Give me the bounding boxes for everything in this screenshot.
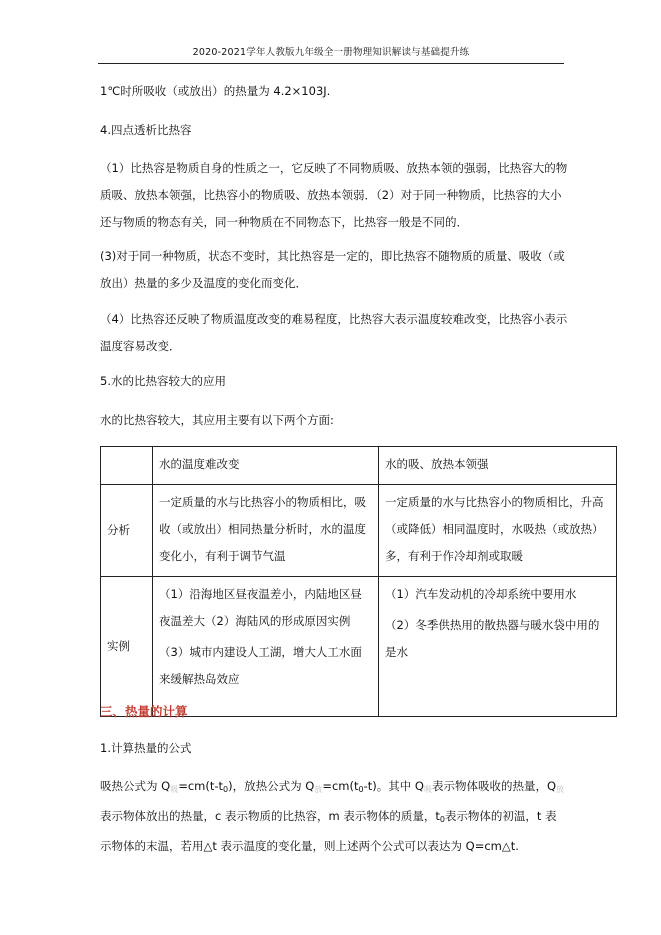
formula-text: 表示物体的初温，t 表示物体的末温，若用△t 表示温度的变化量，则上述两个公式可以表达为 Q=cm△t. (100, 809, 557, 853)
table-cell (153, 577, 379, 717)
table-header-cell: 水的温度难改变 (153, 447, 379, 485)
formula-subscript: 0 (223, 785, 229, 794)
formula-text: 吸热公式为 Q (100, 779, 171, 793)
table-cell (379, 577, 617, 717)
section-4-title: 4.四点透析比热容 (100, 123, 192, 137)
cell-text: （1）沿海地区昼夜温差小，内陆地区昼夜温差大（2）海陆风的形成原因实例 (159, 587, 362, 628)
table-row (101, 485, 617, 577)
section-5-title: 5.水的比热容较大的应用 (100, 374, 226, 388)
formula-text: =cm(t-t (178, 779, 224, 793)
row-label-analysis: 分析 (101, 485, 153, 577)
formula-text: )，放热公式为 Q (228, 779, 315, 793)
formula-subscript: 0 (439, 815, 445, 824)
formula-subscript: 放 (314, 785, 323, 794)
table-row (101, 577, 617, 717)
section-4-paragraph-2: (3)对于同一种物质，状态不变时，其比热容是一定的，即比热容不随物质的质量、吸收（或放出）热量的多少及温度的变化而变化． (100, 249, 565, 290)
page-header: 2020-2021学年人教版九年级全一册物理知识解读与基础提升练 (192, 47, 470, 58)
cell-text: （3）城市内建设人工湖，增大人工水面来缓解热岛效应 (159, 645, 362, 686)
table-header-cell (101, 447, 153, 485)
formula-subscript: 吸 (170, 785, 179, 794)
heat-quantity-line: 1℃时所吸收（或放出）的热量为 4.2×103J. (100, 84, 331, 98)
section-5-intro: 水的比热容较大，其应用主要有以下两个方面: (100, 413, 334, 427)
cell-text: 一定质量的水与比热容小的物质相比，升高（或降低）相同温度时，水吸热（或放热）多，有利于作冷却剂或取暖 (385, 495, 604, 563)
cell-text: （2）冬季供热用的散热器与暖水袋中用的是水 (385, 618, 600, 659)
formula-subscript: 放 (556, 785, 565, 794)
section-3-heading: 三、热量的计算 (100, 704, 188, 719)
header-divider (98, 63, 564, 64)
row-label-examples: 实例 (101, 577, 153, 717)
formula-subscript: 吸 (423, 785, 432, 794)
formula-text: 表示物体吸收的热量，Q (431, 779, 557, 793)
formula-title: 1.计算热量的公式 (100, 741, 192, 755)
formula-text: 表示物体放出的热量，c 表示物质的比热容，m 表示物体的质量，t (100, 809, 440, 823)
table-cell (379, 485, 617, 577)
table-header-cell: 水的吸、放热本领强 (379, 447, 617, 485)
formula-paragraph (100, 773, 568, 860)
formula-subscript: 0 (358, 785, 364, 794)
table-cell (153, 485, 379, 577)
section-4-paragraph-1: （1）比热容是物质自身的性质之一，它反映了不同物质吸、放热本领的强弱，比热容大的物质吸、放热本领强，比热容小的物质吸、放热本领弱．（2）对于同一种物质，比热容的大小还与物质的物态有关，同一种物质在不同物态下，比热容一般是不同的． (100, 161, 568, 229)
section-4-paragraph-3: （4）比热容还反映了物质温度改变的难易程度，比热容大表示温度较难改变，比热容小表示温度容易改变． (100, 312, 568, 353)
cell-text: （1）汽车发动机的冷却系统中要用水 (385, 587, 577, 601)
water-heat-capacity-table (100, 446, 617, 717)
cell-text: 一定质量的水与比热容小的物质相比，吸收（或放出）相同热量分析时，水的温度变化小，有利于调节气温 (159, 495, 366, 563)
formula-text: =cm(t (322, 779, 359, 793)
table-header-row (101, 447, 617, 485)
formula-text: -t)。其中 Q (363, 779, 424, 793)
